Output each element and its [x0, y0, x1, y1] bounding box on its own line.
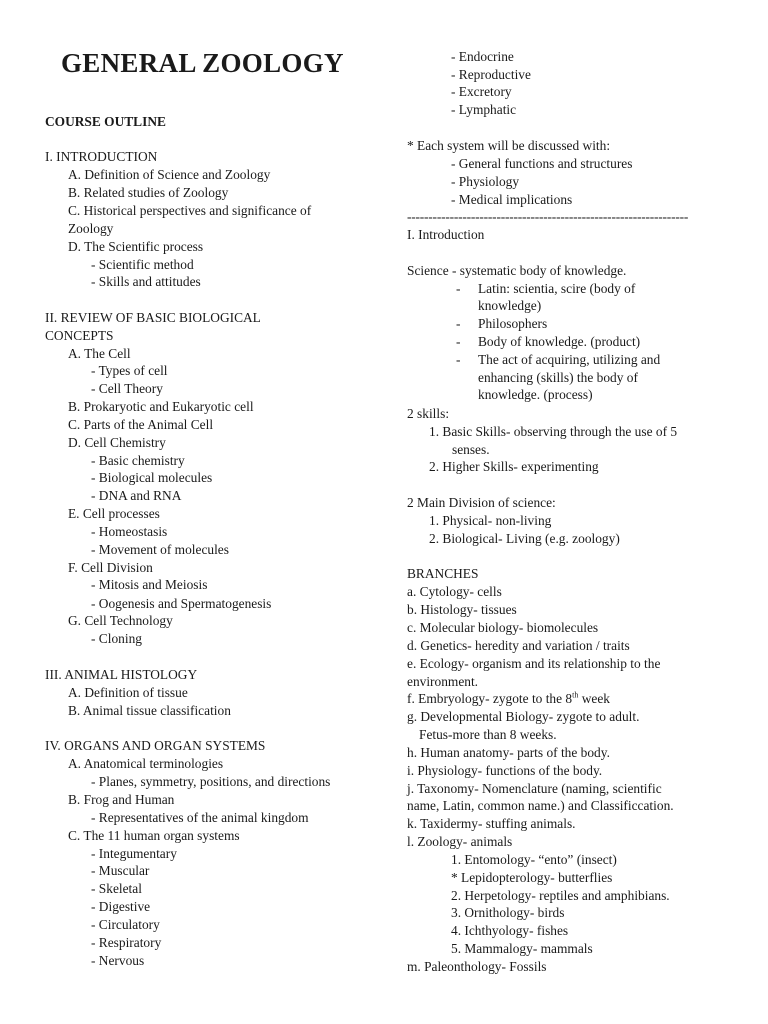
division-item: 1. Physical- non-living [429, 513, 552, 528]
outline-item: C. Parts of the Animal Cell [68, 417, 214, 432]
organ-system-item: - Excretory [451, 84, 512, 99]
outline-item: E. Cell processes [68, 506, 160, 521]
note-line: * Each system will be discussed with: [407, 138, 611, 153]
organ-system-item: - Integumentary [91, 846, 177, 861]
zoology-subbranch: 5. Mammalogy- mammals [451, 941, 593, 956]
skill-item: 2. Higher Skills- experimenting [429, 459, 599, 474]
zoology-subbranch: 3. Ornithology- birds [451, 905, 565, 920]
branch-item: h. Human anatomy- parts of the body. [407, 745, 610, 760]
bullet-text: Body of knowledge. (product) [478, 334, 641, 349]
ordinal-suffix: th [572, 690, 579, 700]
note-item: - Physiology [451, 174, 520, 189]
division-heading: 2 Main Division of science: [407, 495, 556, 510]
document-title: GENERAL ZOOLOGY [61, 48, 344, 78]
branch-item: j. Taxonomy- Nomenclature (naming, scientific [407, 781, 662, 796]
bullet-text: knowledge. (process) [478, 387, 593, 402]
zoology-subbranch: 1. Entomology- “ento” (insect) [451, 852, 617, 867]
branch-item: a. Cytology- cells [407, 584, 502, 599]
skill-item: 1. Basic Skills- observing through the use of 5 [429, 424, 678, 439]
skill-item: senses. [452, 442, 490, 457]
outline-subitem: - Types of cell [91, 363, 168, 378]
outline-subitem: - Homeostasis [91, 524, 168, 539]
branch-item: name, Latin, common name.) and Classificcation. [407, 798, 674, 813]
note-item: - Medical implications [451, 192, 573, 207]
branches-heading: BRANCHES [407, 566, 479, 581]
bullet-text: knowledge) [478, 298, 542, 313]
organ-system-item: - Reproductive [451, 67, 531, 82]
outline-subitem: - Cell Theory [91, 381, 163, 396]
zoology-subbranch: 2. Herpetology- reptiles and amphibians. [451, 888, 670, 903]
organ-system-item: - Respiratory [91, 935, 162, 950]
branch-item: e. Ecology- organism and its relationship to the [407, 656, 661, 671]
organ-system-item: - Circulatory [91, 917, 160, 932]
outline-subitem: - Movement of molecules [91, 542, 229, 557]
bullet-text: enhancing (skills) the body of [478, 370, 638, 385]
outline-subitem: - DNA and RNA [91, 488, 182, 503]
branch-item [407, 690, 610, 707]
outline-item: C. The 11 human organ systems [68, 828, 240, 843]
bullet-text: Philosophers [478, 316, 548, 331]
outline-item: B. Related studies of Zoology [68, 185, 229, 200]
bullet-text: The act of acquiring, utilizing and [478, 352, 661, 367]
organ-system-item: - Nervous [91, 953, 145, 968]
branch-item: k. Taxidermy- stuffing animals. [407, 816, 576, 831]
section-heading: I. INTRODUCTION [45, 149, 158, 164]
outline-item: D. The Scientific process [68, 239, 204, 254]
outline-item: A. Definition of Science and Zoology [68, 167, 271, 182]
outline-item: A. Definition of tissue [68, 685, 188, 700]
course-outline-heading: COURSE OUTLINE [45, 114, 166, 129]
skills-heading: 2 skills: [407, 406, 450, 421]
outline-subitem: - Skills and attitudes [91, 274, 201, 289]
section-heading: CONCEPTS [45, 328, 114, 343]
section-heading: IV. ORGANS AND ORGAN SYSTEMS [45, 738, 266, 753]
branch-item: b. Histology- tissues [407, 602, 517, 617]
branch-item: l. Zoology- animals [407, 834, 513, 849]
intro-heading: I. Introduction [407, 227, 485, 242]
outline-item: Zoology [68, 221, 114, 236]
outline-subitem: - Cloning [91, 631, 142, 646]
organ-system-item: - Lymphatic [451, 102, 517, 117]
organ-system-item: - Digestive [91, 899, 151, 914]
branch-item: d. Genetics- heredity and variation / traits [407, 638, 630, 653]
branch-item: Fetus-more than 8 weeks. [419, 727, 557, 742]
outline-item: A. Anatomical terminologies [68, 756, 224, 771]
organ-system-item: - Skeletal [91, 881, 142, 896]
bullet-text: Latin: scientia, scire (body of [478, 281, 636, 296]
outline-item: D. Cell Chemistry [68, 435, 166, 450]
zoology-subbranch: 4. Ichthyology- fishes [451, 923, 569, 938]
outline-subitem: - Basic chemistry [91, 453, 185, 468]
divider-line: ------------------------------------------------------------------ [407, 209, 689, 224]
outline-item: B. Frog and Human [68, 792, 175, 807]
outline-subitem: - Oogenesis and Spermatogenesis [91, 596, 272, 611]
branch-item: g. Developmental Biology- zygote to adult. [407, 709, 640, 724]
organ-system-item: - Muscular [91, 863, 150, 878]
note-item: - General functions and structures [451, 156, 633, 171]
outline-item: C. Historical perspectives and significance of [68, 203, 312, 218]
bullet-dash: - [456, 352, 461, 367]
organ-system-item: - Endocrine [451, 49, 514, 64]
outline-item: F. Cell Division [68, 560, 153, 575]
outline-subitem: - Representatives of the animal kingdom [91, 810, 309, 825]
branch-text: week [578, 691, 610, 706]
section-heading: II. REVIEW OF BASIC BIOLOGICAL [45, 310, 261, 325]
outline-subitem: - Biological molecules [91, 470, 213, 485]
outline-item: B. Prokaryotic and Eukaryotic cell [68, 399, 254, 414]
outline-subitem: - Scientific method [91, 257, 194, 272]
outline-item: G. Cell Technology [68, 613, 173, 628]
outline-item: A. The Cell [68, 346, 131, 361]
branch-item: c. Molecular biology- biomolecules [407, 620, 599, 635]
bullet-dash: - [456, 281, 461, 296]
bullet-dash: - [456, 316, 461, 331]
outline-item: B. Animal tissue classification [68, 703, 231, 718]
outline-subitem: - Planes, symmetry, positions, and directions [91, 774, 331, 789]
outline-subitem: - Mitosis and Meiosis [91, 577, 208, 592]
science-definition: Science - systematic body of knowledge. [407, 263, 627, 278]
section-heading: III. ANIMAL HISTOLOGY [45, 667, 198, 682]
zoology-subbranch: * Lepidopterology- butterflies [451, 870, 613, 885]
branch-item: m. Paleonthology- Fossils [407, 959, 547, 974]
bullet-dash: - [456, 334, 461, 349]
branch-item: i. Physiology- functions of the body. [407, 763, 603, 778]
branch-item: environment. [407, 674, 479, 689]
division-item: 2. Biological- Living (e.g. zoology) [429, 531, 620, 546]
branch-text: f. Embryology- zygote to the 8 [407, 691, 573, 706]
